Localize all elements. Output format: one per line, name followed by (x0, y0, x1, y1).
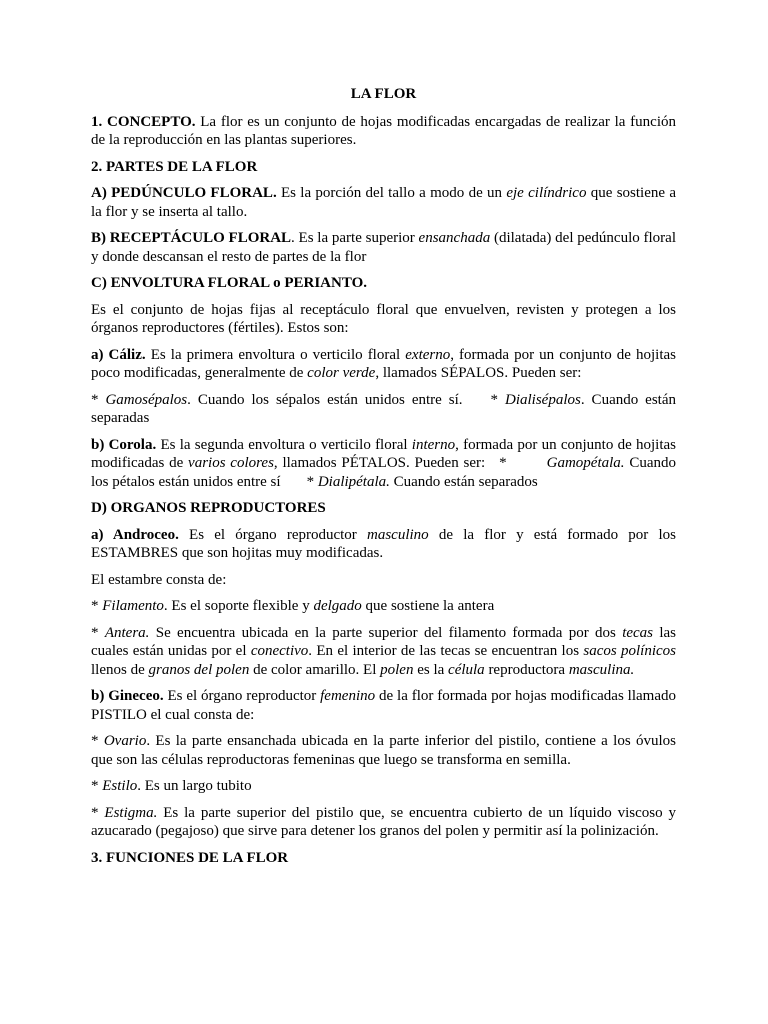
paragraph-pedunculo (91, 184, 676, 221)
antera-italic-5: polen (380, 661, 414, 678)
dialipetala-text: Cuando están separados (389, 473, 538, 490)
antera-text-7: reproductora (484, 661, 569, 678)
antera-text-5: de color amarillo. El (249, 661, 381, 678)
antera-text-6: es la (413, 661, 449, 678)
corola-italic-1: interno (411, 436, 456, 453)
antera-italic-7: masculina. (568, 661, 635, 678)
dialisepalos-text: . Cuando están separadas (91, 391, 677, 426)
bullet-star: * (490, 391, 505, 408)
receptaculo-text-2: (dilatada) del pedúnculo floral y donde descansan el resto de partes de la flor (91, 230, 676, 265)
bullet-star: * (91, 733, 104, 749)
paragraph-estilo (91, 777, 676, 796)
antera-italic-6: célula (448, 661, 485, 678)
caliz-label: a) Cáliz. (91, 346, 146, 363)
antera-italic-4: granos del polen (148, 661, 250, 678)
androceo-text-2: de la flor y está formado por los ESTAMBRES que son hojitas muy modificadas. (91, 526, 677, 561)
gamosepalos-term: Gamosépalos (105, 391, 188, 408)
gamosepalos-text: . Cuando los sépalos están unidos entre sí. (187, 391, 463, 408)
caliz-text-2: , formada por un conjunto de hojitas poco modificadas, generalmente de (91, 346, 676, 381)
corola-label: b) Corola. (91, 436, 157, 453)
filamento-term: Filamento (102, 598, 164, 614)
gineceo-label: b) Gineceo. (91, 688, 164, 704)
caliz-text-1: Es la primera envoltura o verticilo floral (145, 346, 406, 363)
bullet-star: * (91, 624, 105, 641)
bullet-star: * (499, 455, 507, 471)
antera-term: Antera. (104, 624, 150, 641)
antera-text-3: . En el interior de las tecas se encuentran los (308, 643, 584, 659)
paragraph-filamento (91, 597, 676, 616)
pedunculo-label: A) PEDÚNCULO FLORAL. (91, 185, 277, 201)
antera-italic-1: tecas (622, 624, 654, 641)
bullet-star: * (91, 778, 103, 794)
gamopetala-term: Gamopétala. (546, 455, 625, 471)
estilo-text-1: . Es un largo tubito (137, 778, 252, 794)
pedunculo-text-1: Es la porción del tallo a modo de un (276, 185, 507, 201)
paragraph-envoltura-intro: Es el conjunto de hojas fijas al receptáculo floral que envuelven, revisten y protegen a los órganos reproductores (fértiles). Estos son: (91, 301, 676, 336)
filamento-text-2: que sostiene la antera (361, 598, 495, 614)
filamento-text-1: . Es el soporte flexible y (163, 598, 314, 614)
androceo-italic-1: masculino (367, 526, 429, 543)
receptaculo-text-1: . Es la parte superior (291, 230, 419, 246)
corola-italic-2: varios colores (188, 455, 274, 471)
ovario-term: Ovario (103, 733, 147, 749)
bullet-star: * (306, 473, 318, 490)
paragraph-ovario (91, 732, 676, 769)
gineceo-italic-1: femenino (320, 688, 376, 704)
heading-funciones: 3. FUNCIONES DE LA FLOR (91, 849, 289, 866)
heading-envoltura: C) ENVOLTURA FLORAL o PERIANTO. (91, 275, 367, 291)
receptaculo-italic-1: ensanchada (418, 230, 491, 246)
antera-italic-3: sacos polínicos (583, 643, 676, 659)
concepto-text: La flor es un conjunto de hojas modificadas encargadas de realizar la función de la reproducción en las plantas superiores. (91, 113, 676, 148)
androceo-text-1: Es el órgano reproductor (178, 526, 367, 543)
document-page (91, 85, 676, 875)
paragraph-androceo (91, 526, 676, 563)
bullet-star: * (91, 598, 103, 614)
ovario-text-1: . Es la parte ensanchada ubicada en la parte inferior del pistilo, contiene a los óvulos que son las células reproductoras femeninas que luego se transforma en semilla. (91, 733, 676, 768)
concepto-label: 1. CONCEPTO. (91, 113, 196, 130)
antera-italic-2: conectivo (250, 643, 309, 659)
bullet-star: * (91, 804, 105, 821)
caliz-italic-2: color verde (307, 365, 376, 381)
gineceo-text-2: de la flor formada por hojas modificadas llamado PISTILO el cual consta de: (91, 688, 676, 723)
paragraph-estambre-intro: El estambre consta de: (91, 571, 227, 588)
paragraph-caliz (91, 346, 676, 383)
pedunculo-text-2: que sostiene a la flor y se inserta al tallo. (91, 185, 676, 220)
paragraph-corola (91, 436, 676, 492)
filamento-italic-1: delgado (313, 598, 362, 614)
corola-text-1: Es la segunda envoltura o verticilo floral (156, 436, 412, 453)
corola-text-3: , llamados PÉTALOS. Pueden ser: (273, 455, 486, 471)
gineceo-text-1: Es el órgano reproductor (163, 688, 321, 704)
androceo-label: a) Androceo. (91, 526, 179, 543)
estigma-term: Estigma. (104, 804, 158, 821)
paragraph-receptaculo (91, 229, 676, 266)
dialipetala-term: Dialipétala. (317, 473, 390, 490)
gamopetala-text: Cuando los pétalos están unidos entre sí (91, 455, 677, 490)
heading-organos: D) ORGANOS REPRODUCTORES (91, 500, 326, 516)
antera-text-1: Se encuentra ubicada en la parte superior del filamento formada por dos (149, 624, 623, 641)
antera-text-2: las cuales están unidas por el (91, 624, 676, 659)
caliz-text-3: , llamados SÉPALOS. Pueden ser: (375, 365, 582, 381)
estilo-term: Estilo (102, 778, 138, 794)
caliz-italic-1: externo (405, 346, 451, 363)
estigma-text-1: Es la parte superior del pistilo que, se encuentra cubierto de un líquido viscoso y azucarado (pegajoso) que sirve para detener los granos del polen y permitir así la polinización. (91, 804, 677, 839)
dialisepalos-term: Dialisépalos (505, 391, 581, 408)
paragraph-caliz-tipos (91, 391, 676, 428)
receptaculo-label: B) RECEPTÁCULO FLORAL (91, 230, 292, 246)
corola-text-2: , formada por un conjunto de hojitas modificadas de (91, 436, 676, 471)
heading-partes: 2. PARTES DE LA FLOR (91, 158, 258, 175)
paragraph-gineceo (91, 687, 676, 724)
document-title: LA FLOR (350, 86, 417, 102)
paragraph-estigma (91, 804, 676, 841)
paragraph-concepto (91, 113, 676, 150)
paragraph-antera (91, 624, 676, 680)
antera-text-4: llenos de (91, 661, 149, 678)
bullet-star: * (91, 391, 106, 408)
pedunculo-italic-1: eje cilíndrico (506, 185, 587, 201)
